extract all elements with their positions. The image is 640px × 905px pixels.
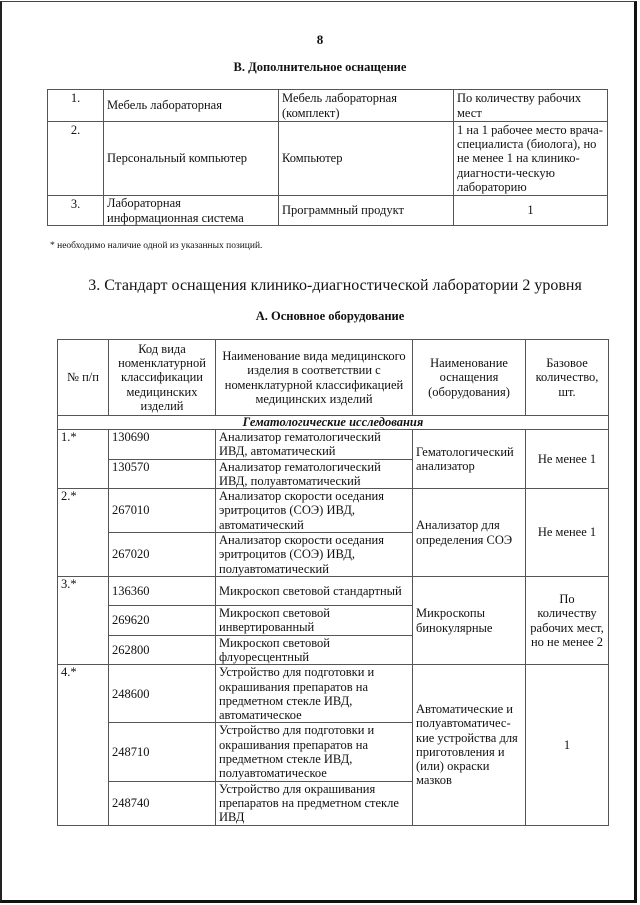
table-row [58, 489, 609, 533]
page-number: 8 [316, 32, 324, 47]
code: 269620 [109, 606, 216, 636]
header-device: Наименование вида медицинского изделия в соответствии с номенклатурной классификацией медицинских изделий [216, 340, 413, 416]
table-row [58, 665, 609, 723]
table-row [58, 430, 609, 460]
equipment-name: Программный продукт [279, 196, 454, 226]
code: 267010 [109, 489, 216, 533]
device-name: Анализатор гематологический ИВД, автоматический [216, 430, 413, 460]
code: 130570 [109, 459, 216, 489]
equipment-name: Микроскопы бинокулярные [413, 577, 526, 665]
quantity: 1 [454, 196, 608, 226]
group-title: Гематологические исследования [58, 416, 609, 430]
device-name: Анализатор скорости оседания эритроцитов (СОЭ) ИВД, полуавтоматический [216, 533, 413, 577]
row-number: 2.* [58, 489, 109, 577]
additional-equipment-table [47, 89, 608, 226]
item-name: Персональный компьютер [104, 122, 279, 196]
table-row [48, 90, 608, 122]
item-name: Мебель лабораторная [104, 90, 279, 122]
code: 248740 [109, 781, 216, 825]
equipment-name: Мебель лабораторная (комплект) [279, 90, 454, 122]
code: 248710 [109, 723, 216, 781]
device-name: Анализатор скорости оседания эритроцитов (СОЭ) ИВД, автоматический [216, 489, 413, 533]
code: 248600 [109, 665, 216, 723]
header-code: Код вида номенклатурной классификации медицинских изделий [109, 340, 216, 416]
device-name: Устройство для окрашивания препаратов на предметном стекле ИВД [216, 781, 413, 825]
quantity: 1 на 1 рабочее место врача-специалиста (биолога), но не менее 1 на клинико-диагности-ческую лабораторию [454, 122, 608, 196]
code: 130690 [109, 430, 216, 460]
row-number: 3.* [58, 577, 109, 665]
device-name: Анализатор гематологический ИВД, полуавтоматический [216, 459, 413, 489]
item-name: Лабораторная информационная система [104, 196, 279, 226]
equipment-name: Гематологический анализатор [413, 430, 526, 489]
code: 262800 [109, 635, 216, 665]
header-quantity: Базовое количество, шт. [526, 340, 609, 416]
main-equipment-table [57, 339, 609, 826]
device-name: Микроскоп световой инвертированный [216, 606, 413, 636]
section-b-title: В. Дополнительное оснащение [233, 60, 407, 74]
footnote: * необходимо наличие одной из указанных позиций. [50, 241, 263, 251]
code: 267020 [109, 533, 216, 577]
device-name: Микроскоп световой стандартный [216, 577, 413, 606]
header-num: № п/п [58, 340, 109, 416]
quantity: По количеству рабочих мест [454, 90, 608, 122]
equipment-name: Компьютер [279, 122, 454, 196]
row-number: 2. [48, 122, 104, 196]
header-row [58, 340, 609, 416]
row-number: 1. [48, 90, 104, 122]
quantity: Не менее 1 [526, 430, 609, 489]
quantity: Не менее 1 [526, 489, 609, 577]
section-a-title: А. Основное оборудование [255, 309, 405, 323]
equipment-name: Анализатор для определения СОЭ [413, 489, 526, 577]
quantity: По количеству рабочих мест, но не менее 2 [526, 577, 609, 665]
table-row [48, 122, 608, 196]
section-3-title: 3. Стандарт оснащения клинико-диагностической лаборатории 2 уровня [88, 277, 582, 294]
code: 136360 [109, 577, 216, 606]
device-name: Устройство для подготовки и окрашивания препаратов на предметном стекле ИВД, автоматическое [216, 665, 413, 723]
device-name: Устройство для подготовки и окрашивания препаратов на предметном стекле ИВД, полуавтоматическое [216, 723, 413, 781]
group-header-row [58, 416, 609, 430]
table-row [48, 196, 608, 226]
row-number: 4.* [58, 665, 109, 825]
row-number: 1.* [58, 430, 109, 489]
device-name: Микроскоп световой флуоресцентный [216, 635, 413, 665]
table-row [58, 577, 609, 606]
header-equipment: Наименование оснащения (оборудования) [413, 340, 526, 416]
quantity: 1 [526, 665, 609, 825]
equipment-name: Автоматические и полуавтоматичес-кие устройства для приготовления и (или) окраски мазков [413, 665, 526, 825]
row-number: 3. [48, 196, 104, 226]
